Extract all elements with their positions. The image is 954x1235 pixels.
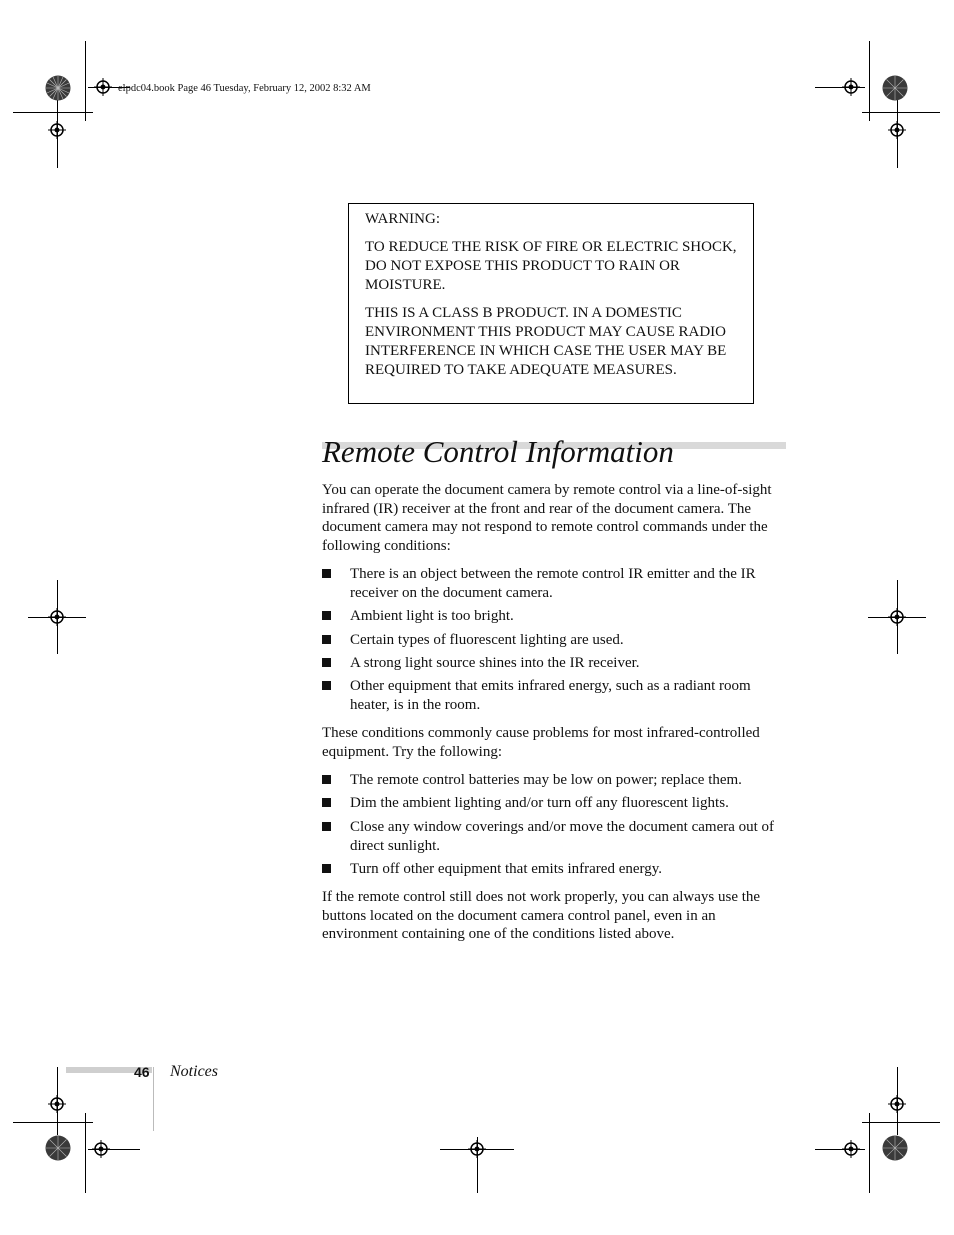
list-item-text: Ambient light is too bright. xyxy=(350,608,514,624)
list-item-text: There is an object between the remote control IR emitter and the IR receiver on the document camera. xyxy=(350,566,756,601)
registration-mark-icon xyxy=(842,1140,860,1158)
bullet-square-icon xyxy=(322,635,331,644)
list-item-text: Other equipment that emits infrared energy, such as a radiant room heater, is in the room. xyxy=(350,678,751,713)
bullet-square-icon xyxy=(322,569,331,578)
crop-line xyxy=(13,112,93,113)
footer-divider xyxy=(153,1067,154,1131)
registration-mark-icon xyxy=(48,1095,66,1113)
registration-mark-icon xyxy=(92,1140,110,1158)
starburst-icon xyxy=(882,75,908,101)
crop-line xyxy=(862,1122,940,1123)
warning-box xyxy=(348,203,754,404)
registration-mark-icon xyxy=(48,121,66,139)
registration-mark-icon xyxy=(94,78,112,96)
crop-line xyxy=(85,41,86,121)
bullet-square-icon xyxy=(322,864,331,873)
starburst-icon xyxy=(882,1135,908,1161)
starburst-icon xyxy=(45,75,71,101)
warning-paragraph: TO REDUCE THE RISK OF FIRE OR ELECTRIC SHOCK, DO NOT EXPOSE THIS PRODUCT TO RAIN OR MOISTURE. xyxy=(365,239,737,293)
list-item-text: A strong light source shines into the IR receiver. xyxy=(350,655,640,671)
crop-line xyxy=(85,1113,86,1193)
registration-mark-icon xyxy=(842,78,860,96)
warning-paragraph: THIS IS A CLASS B PRODUCT. IN A DOMESTIC ENVIRONMENT THIS PRODUCT MAY CAUSE RADIO INTERFERENCE IN WHICH CASE THE USER MAY BE REQUIRED TO TAKE ADEQUATE MEASURES. xyxy=(365,305,727,378)
bullet-square-icon xyxy=(322,822,331,831)
intro-paragraph: You can operate the document camera by remote control via a line-of-sight infrared (IR) receiver at the front and rear of the document camera. The document camera may not respond to remote control commands under the following conditions: xyxy=(322,482,772,554)
list-item-text: Close any window coverings and/or move the document camera out of direct sunlight. xyxy=(350,819,775,854)
list-item-text: Dim the ambient lighting and/or turn off any fluorescent lights. xyxy=(350,795,729,811)
registration-mark-icon xyxy=(888,121,906,139)
crop-line xyxy=(862,112,940,113)
page-number: 46 xyxy=(134,1064,150,1080)
bullet-square-icon xyxy=(322,798,331,807)
registration-mark-icon xyxy=(888,1095,906,1113)
middle-paragraph: These conditions commonly cause problems for most infrared-controlled equipment. Try the following: xyxy=(322,725,760,760)
registration-mark-icon xyxy=(888,608,906,626)
bullet-square-icon xyxy=(322,681,331,690)
crop-line xyxy=(869,41,870,121)
warning-title: WARNING: xyxy=(365,211,440,227)
crop-line xyxy=(869,1113,870,1193)
section-heading: Remote Control Information xyxy=(322,434,674,469)
starburst-icon xyxy=(45,1135,71,1161)
file-info-header: elpdc04.book Page 46 Tuesday, February 12, 2002 8:32 AM xyxy=(118,83,371,94)
list-item-text: Certain types of fluorescent lighting are used. xyxy=(350,632,624,648)
list-item-text: The remote control batteries may be low on power; replace them. xyxy=(350,772,742,788)
bullet-square-icon xyxy=(322,775,331,784)
list-item-text: Turn off other equipment that emits infrared energy. xyxy=(350,861,663,877)
bullet-square-icon xyxy=(322,658,331,667)
crop-line xyxy=(13,1122,93,1123)
registration-mark-icon xyxy=(468,1140,486,1158)
closing-paragraph: If the remote control still does not work properly, you can always use the buttons located on the document camera control panel, even in an environment containing one of the conditions listed above. xyxy=(322,889,761,943)
bullet-square-icon xyxy=(322,611,331,620)
footer-section-name: Notices xyxy=(170,1063,218,1080)
registration-mark-icon xyxy=(48,608,66,626)
